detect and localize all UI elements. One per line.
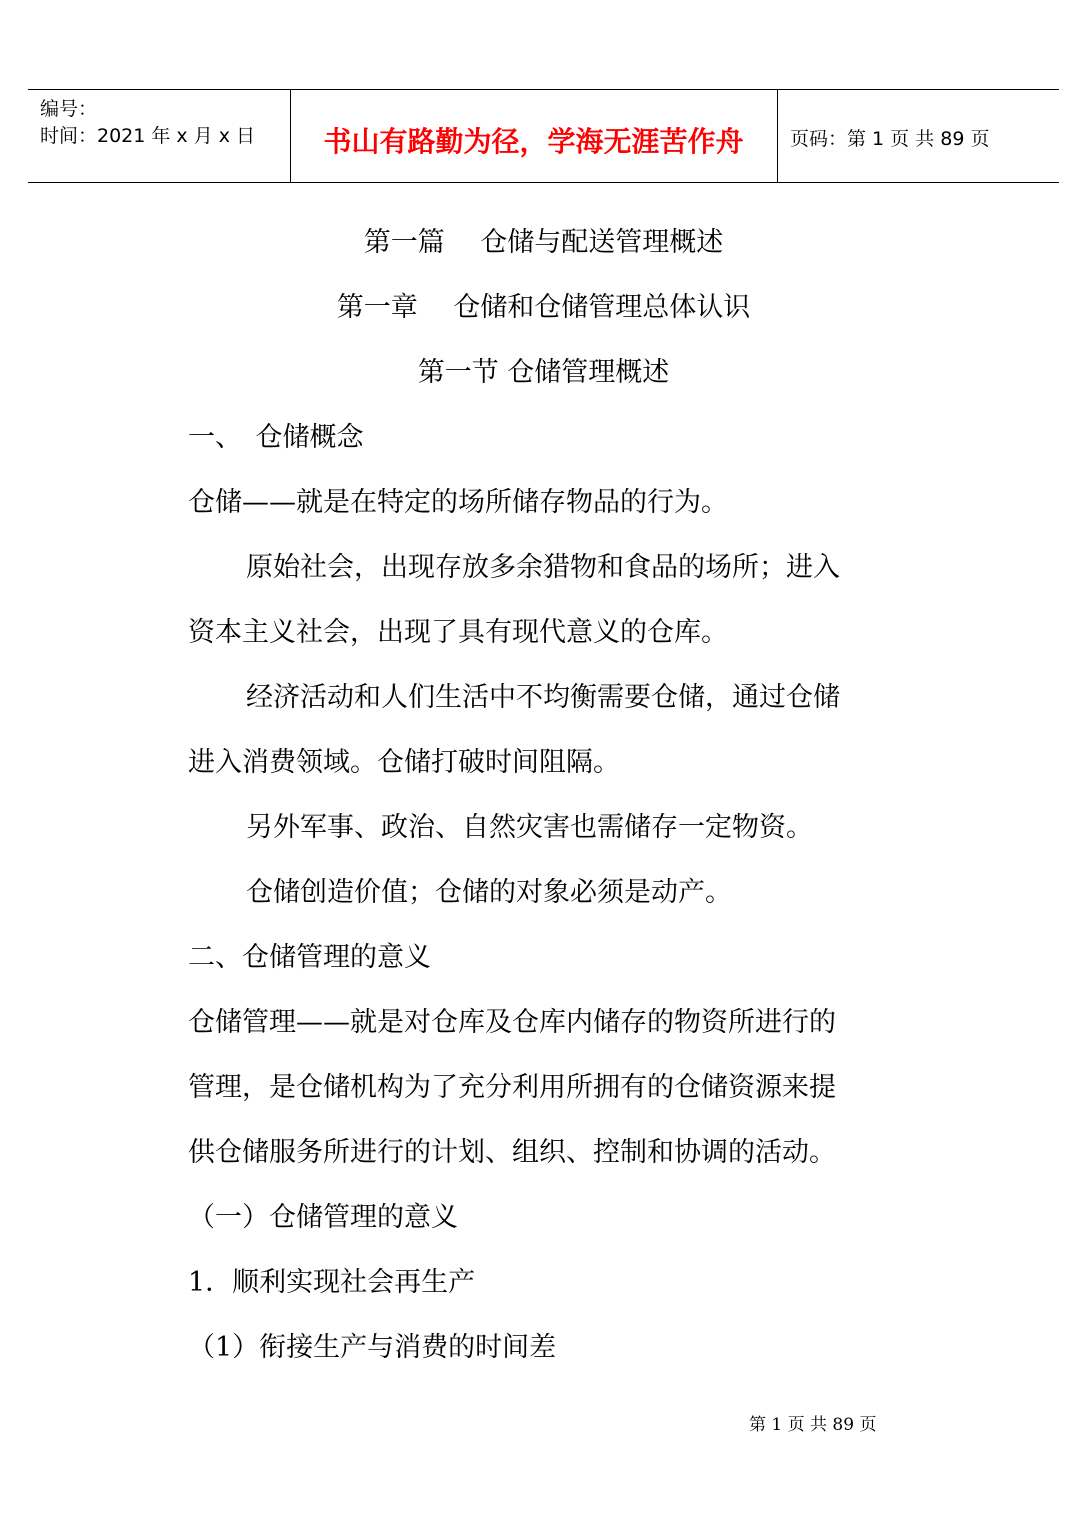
page-header: [28, 89, 1059, 183]
paragraph-military: 另外军事、政治、自然灾害也需储存一定物资。: [246, 812, 813, 843]
part-title: 第一篇 仓储与配送管理概述: [363, 227, 724, 258]
motto-text: 书山有路勤为径，学海无涯苦作舟: [323, 125, 744, 158]
paragraph-management-line3: 供仓储服务所进行的计划、组织、控制和协调的活动。: [188, 1137, 836, 1168]
list-item-1: 1．顺利实现社会再生产: [188, 1267, 476, 1298]
chapter-title: 第一章 仓储和仓储管理总体认识: [336, 292, 751, 323]
page-number-info: 页码：第 1 页 共 89 页: [790, 128, 990, 150]
paragraph-value: 仓储创造价值；仓储的对象必须是动产。: [246, 877, 732, 908]
paragraph-management-line1: 仓储管理——就是对仓库及仓库内储存的物资所进行的: [188, 1007, 836, 1038]
page-footer: 第 1 页 共 89 页: [749, 1415, 877, 1435]
paragraph-management-line2: 管理，是仓储机构为了充分利用所拥有的仓储资源来提: [188, 1072, 836, 1103]
paragraph-economy-line2: 进入消费领域。仓储打破时间阻隔。: [188, 747, 620, 778]
header-page-cell: [778, 90, 1059, 182]
paragraph-history-line2: 资本主义社会，出现了具有现代意义的仓库。: [188, 617, 728, 648]
header-motto-cell: [290, 90, 778, 182]
subheading-meaning: （一）仓储管理的意义: [188, 1202, 458, 1233]
paragraph-history-line1: 原始社会，出现存放多余猎物和食品的场所；进入: [246, 552, 840, 583]
list-item-1-1: （1）衔接生产与消费的时间差: [188, 1332, 557, 1363]
paragraph-definition: 仓储——就是在特定的场所储存物品的行为。: [188, 487, 728, 518]
header-meta-cell: [28, 90, 291, 182]
heading-management-meaning: 二、仓储管理的意义: [188, 942, 431, 973]
section-title: 第一节 仓储管理概述: [417, 357, 670, 388]
paragraph-economy-line1: 经济活动和人们生活中不均衡需要仓储，通过仓储: [246, 682, 840, 713]
time-label: 时间：2021 年 x 月 x 日: [40, 125, 256, 147]
serial-number-label: 编号：: [40, 98, 98, 120]
heading-storage-concept: 一、 仓储概念: [188, 422, 364, 453]
